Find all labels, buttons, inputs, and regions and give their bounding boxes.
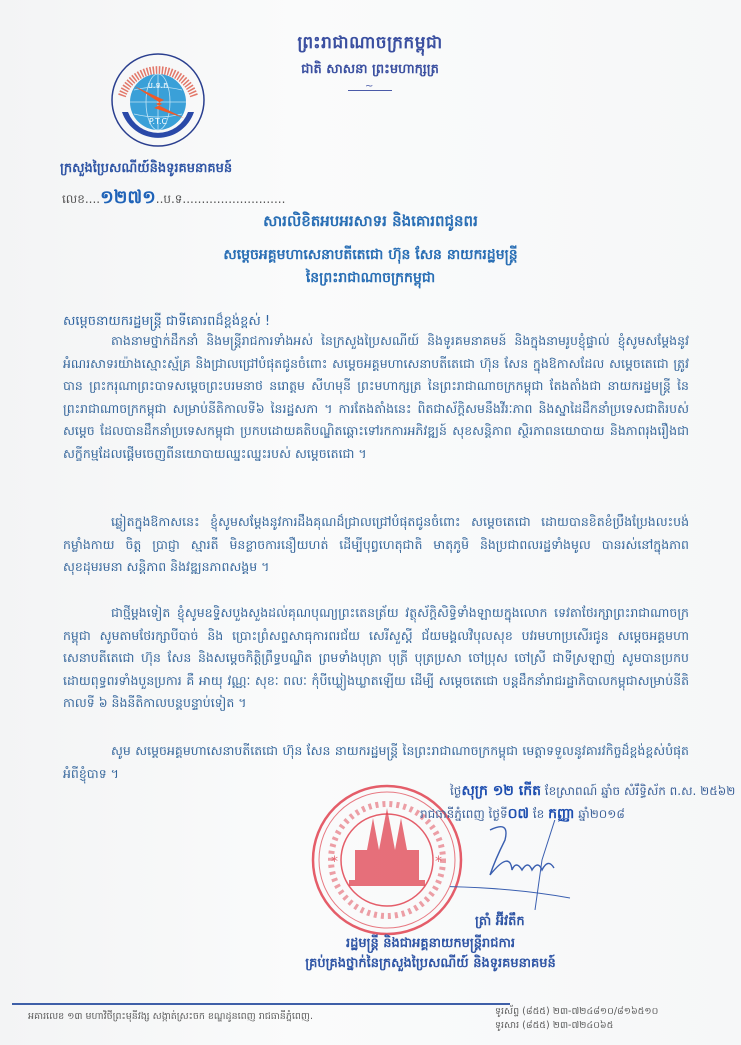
svg-text:*: * xyxy=(331,854,338,870)
svg-text:P.T.C: P.T.C xyxy=(148,117,168,126)
salutation: សម្តេចនាយករដ្ឋមន្ត្រី ជាទីគោរពដ៏ខ្ពង់ខ្ពស់ ! xyxy=(63,314,271,329)
recipient-line: សម្តេចអគ្គមហាសេនាបតីតេជោ ហ៊ុន សែន នាយករដ្ឋមន្ត្រី xyxy=(223,247,518,263)
month-handwritten: កញ្ញា xyxy=(548,806,575,822)
letter-title: សារលិខិតអបអរសាទរ និងគោរពជូនពរ xyxy=(263,212,478,230)
footer-contacts xyxy=(495,1005,658,1033)
ref-prefix: លេខ.... xyxy=(62,192,101,206)
svg-text:*: * xyxy=(435,854,442,870)
footer-fax: ទូរសារ (៨៥៥) ២៣-៧២៤០៦៥ xyxy=(495,1020,614,1031)
kingdom-name: ព្រះរាជាណាចក្រកម្ពុជា xyxy=(297,33,443,53)
body-paragraph-4: សូម សម្តេចអគ្គមហាសេនាបតីតេជោ ហ៊ុន សែន នាយករដ្ឋមន្ត្រី នៃព្រះរាជាណាចក្រកម្ពុជា មេត្តាទទួលនូវគារវកិច្ចដ៏ខ្ពង់ខ្ពស់បំផុតអំពីខ្ញុំបាទ ។ xyxy=(63,743,689,781)
gregorian-date: រាជធានីភ្នំពេញ ថ្ងៃទី០៧ ខែ កញ្ញា ឆ្នាំ២០១៨ xyxy=(420,806,625,822)
footer-address: អគារលេខ ១៣ មហាវិថីព្រះមុនីវង្ស សង្កាត់ស្រះចក ខណ្ឌដូនពេញ រាជធានីភ្នំពេញ. xyxy=(28,1011,313,1022)
ornament-divider xyxy=(348,90,392,91)
signature-icon xyxy=(450,820,610,910)
kingdom-header xyxy=(260,32,480,91)
signer-title-1: រដ្ឋមន្ត្រី និងជាអគ្គនាយកមន្ត្រីរាជការ xyxy=(345,936,516,951)
lunar-day-handwritten: សុក្រ ១២ កើត xyxy=(461,783,541,799)
recipient-country: នៃព្រះរាជាណាចក្រកម្ពុជា xyxy=(305,270,436,286)
signer-title-2: គ្រប់គ្រងថ្នាក់នៃក្រសួងប្រៃសណីយ៍ និងទូរគមនាគមន៍ xyxy=(305,956,556,971)
footer-divider xyxy=(12,1003,510,1005)
national-motto: ជាតិ សាសនា ព្រះមហាក្សត្រ xyxy=(301,62,439,77)
svg-text:ប.ទ.ក: ប.ទ.ក xyxy=(147,81,169,90)
body-paragraph-3: ជាថ្មីម្តងទៀត ខ្ញុំសូមឧទ្ទិសបួងសួងដល់គុណបុណ្យព្រះតេនត្រ័យ វត្ថុស័ក្តិសិទ្ធិទាំងឡាយក្នុងលោក ទេវតាថែរក្សាព្រះរាជាណាចក្រកម្ពុជា សូមតាមថែរក្សាបីបាច់ និង ប្រោះព្រំសព្ទសាធុការពរជ័យ សេរីសួស្តី ជ័យមង្គលវិបុលសុខ បវរមហាប្រសើរជូន សម្តេចអគ្គមហាសេនាបតីតេជោ ហ៊ុន សែន និងសម្តេចកិត្តិព្រឹទ្ធបណ្ឌិត ព្រមទាំងបុត្រា បុត្រី បុត្រប្រសា ចៅប្រុស ចៅស្រី ជាទីស្រឡាញ់ សូមបានប្រកបដោយពុទ្ធពរទាំងបួនប្រការ គឺ អាយុ វណ្ណៈ សុខៈ ពលៈ កុំបីឃ្លៀងឃ្លាតឡើយ ដើម្បី សម្តេចតេជោ បន្តដឹកនាំរាជរដ្ឋាភិបាលកម្ពុជាសម្រាប់នីតិកាលទី ៦ និងនីតិកាលបន្តបន្ទាប់ទៀត ។ xyxy=(63,605,689,710)
footer-phone: ទូរស័ព្ទ (៨៥៥) ២៣-៧២៤៨១០/៨១៦៥១០ xyxy=(495,1006,659,1017)
reference-number xyxy=(62,185,285,212)
ministry-name: ក្រសួងប្រៃសណីយ៍និងទូរគមនាគមន៍ xyxy=(60,161,233,176)
ref-number: ១២៧១ xyxy=(100,187,156,208)
ministry-logo-icon xyxy=(110,52,206,148)
lunar-date: ថ្ងៃសុក្រ ១២ កើត ខែស្រាពណ៍ ឆ្នាំច សំរឹទ្ធិស័ក ព.ស. ២៥៦២ xyxy=(450,783,736,799)
signer-name: ត្រាំ អ៊ីវតឹក xyxy=(475,914,525,929)
body-paragraph-1: តាងនាមថ្នាក់ដឹកនាំ និងមន្ត្រីរាជការទាំងអស់ នៃក្រសួងប្រៃសណីយ៍ និងទូរគមនាគមន៍ និងក្នុងនាមរូបខ្ញុំផ្ទាល់ ខ្ញុំសូមសម្តែងនូវអំណរសាទរយ៉ាងស្មោះស្ម័គ្រ និងជ្រាលជ្រៅបំផុតជូនចំពោះ សម្តេចអគ្គមហាសេនាបតីតេជោ ហ៊ុន សែន ក្នុងឱកាសដែល សម្តេចតេជោ ត្រូវបាន ព្រះករុណាព្រះបាទសម្តេចព្រះបរមនាថ នរោត្តម សីហមុនី ព្រះមហាក្សត្រ នៃព្រះរាជាណាចក្រកម្ពុជា តែងតាំងជា នាយករដ្ឋមន្ត្រី នៃព្រះរាជាណាចក្រកម្ពុជា សម្រាប់នីតិកាលទី៦ នៃរដ្ឋសភា ។ ការតែងតាំងនេះ ពិតជាស័ក្តិសមនឹងវីរៈភាព និងស្នាដៃដឹកនាំប្រទេសជាតិរបស់ សម្តេច ដែលបានដឹកនាំប្រទេសកម្ពុជា ប្រកបដោយគតិបណ្ឌិតឆ្ពោះទៅរកការអភិវឌ្ឍន៍ សុខសន្តិភាព ស្ថិរភាពនយោបាយ និងភាពរុងរឿងជាសក្ខីកម្មដែលផ្តើមចេញពីនយោបាយឈ្នះឈ្នះរបស់ សម្តេចតេជោ ។ xyxy=(63,333,689,461)
day-handwritten: ០៧ xyxy=(507,806,530,822)
body-paragraph-2: ឆ្លៀតក្នុងឱកាសនេះ ខ្ញុំសូមសម្តែងនូវការដឹងគុណដ៏ជ្រាលជ្រៅបំផុតជូនចំពោះ សម្តេចតេជោ ដោយបានខិតខំប្រឹងប្រែងលះបង់កម្លាំងកាយ ចិត្ត ប្រាជ្ញា ស្មារតី មិនខ្លាចការនឿយហត់ ដើម្បីបុព្វហេតុជាតិ មាតុភូមិ និងប្រជាពលរដ្ឋទាំងមូល បានរស់នៅក្នុងភាពសុខដុមរមនា សន្តិភាព និងវឌ្ឍនភាពសង្គម ។ xyxy=(63,514,689,574)
ref-suffix: ..ប.ទ........................... xyxy=(155,192,286,206)
